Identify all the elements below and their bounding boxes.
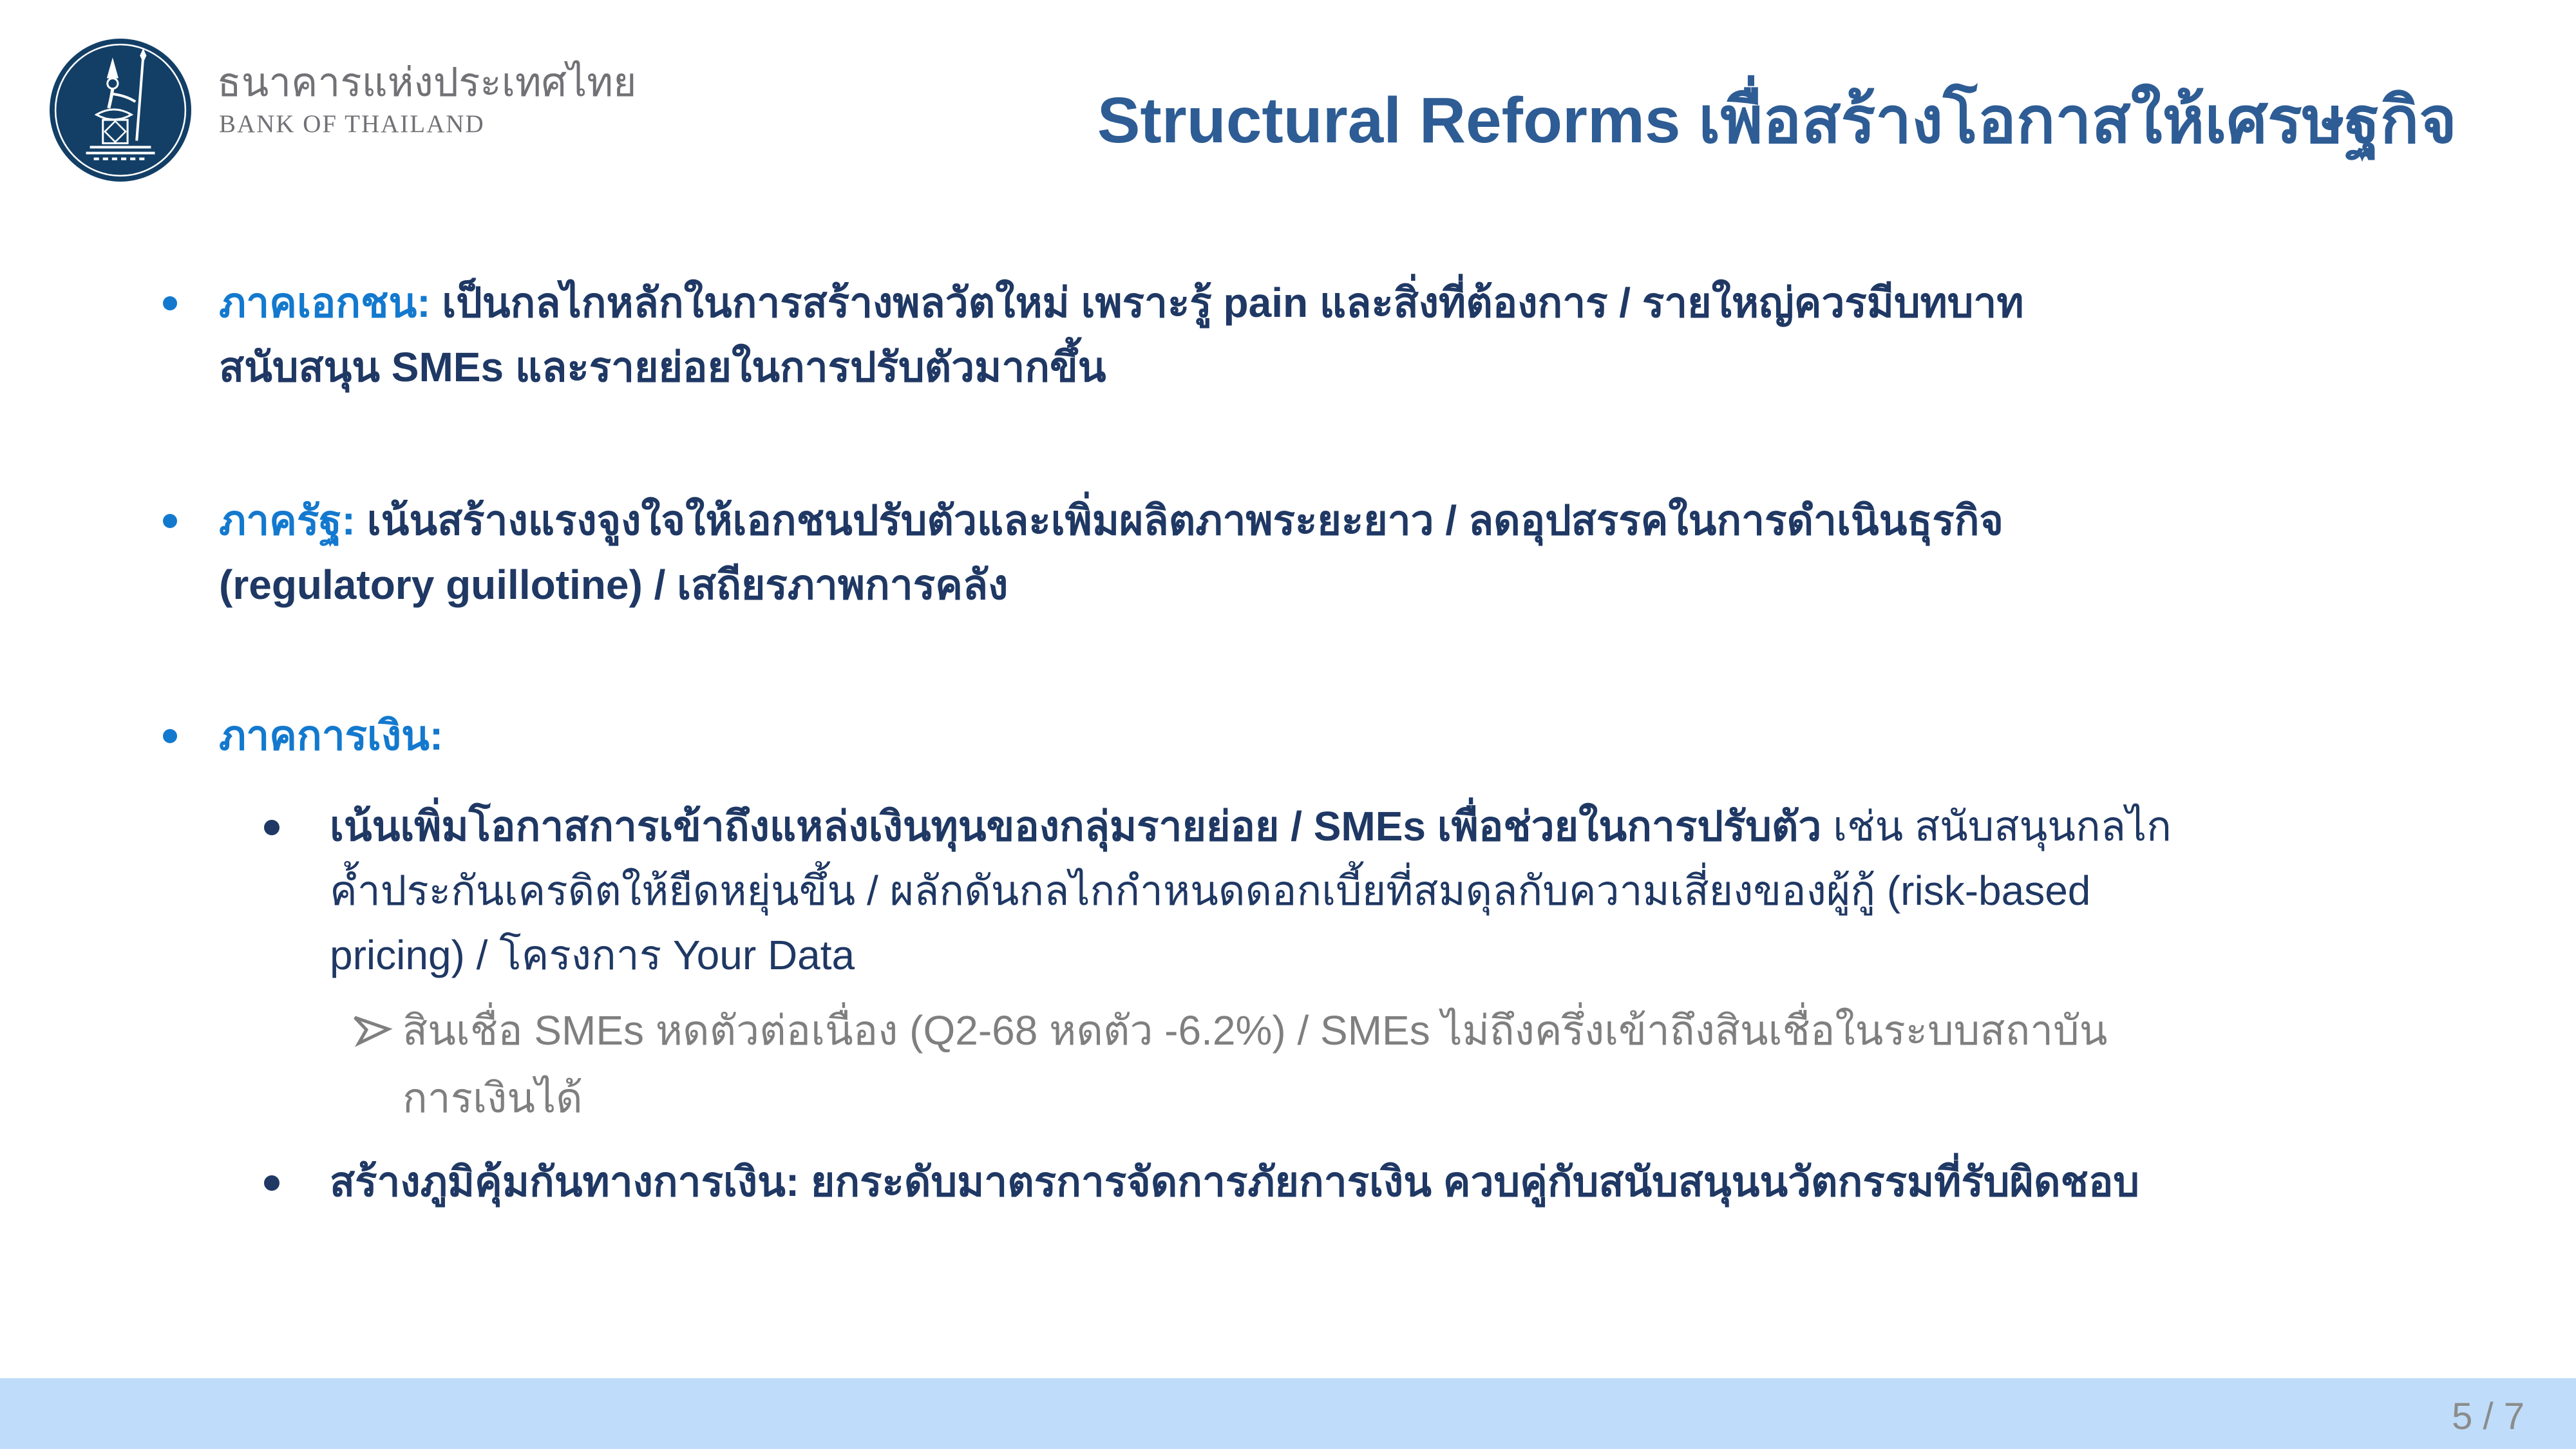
private-sector-text-2: สนับสนุน SMEs และรายย่อยในการปรับตัวมากขึ้น [219,344,1106,390]
financial-immunity-line [330,1150,2576,1214]
bullet-government-sector [0,488,2576,617]
financial-heading-line [219,703,2576,768]
bank-of-thailand-emblem-icon [48,37,193,183]
government-line-1 [219,488,2576,553]
slide-title: Structural Reforms เพื่อสร้างโอกาสให้เศรษฐกิจ [1097,84,2457,156]
sme-note-line-1: สินเชื่อ SMEs หดตัวต่อเนื่อง (Q2-68 หดตัว -6.2%) / SMEs ไม่ถึงครึ่งเข้าถึงสินเชื่อในระบบสถาบัน [402,1007,2108,1054]
sub-bullet-dot-icon [264,820,279,835]
private-sector-line-2 [219,335,2576,399]
government-heading: ภาครัฐ: [219,497,355,544]
private-sector-heading: ภาคเอกชน: [219,279,431,326]
logo-thai-name: ธนาคารแห่งประเทศไทย [217,61,637,105]
funding-access-line-1 [330,794,2576,858]
sub-bullet-funding-access [0,794,2576,987]
government-line-2 [219,553,2576,617]
funding-access-bold: เน้นเพิ่มโอกาสการเข้าถึงแหล่งเงินทุนของกลุ่มรายย่อย / SMEs เพื่อช่วยในการปรับตัว [330,803,1822,849]
funding-access-text-2: ค้ำประกันเครดิตให้ยืดหยุ่นขึ้น / ผลักดันกลไกกำหนดดอกเบี้ยที่สมดุลกับความเสี่ยงของผู้กู้ (risk-based [330,867,2091,914]
financial-heading: ภาคการเงิน: [219,712,444,759]
private-sector-text-1: เป็นกลไกหลักในการสร้างพลวัตใหม่ เพราะรู้ pain และสิ่งที่ต้องการ / รายใหญ่ควรมีบทบาท [430,279,2024,326]
sub-bullet-dot-icon [264,1175,279,1191]
government-text-2: (regulatory guillotine) / เสถียรภาพการคลัง [219,562,1009,608]
private-sector-line-1 [219,270,2576,335]
funding-access-line-3 [330,923,2576,987]
financial-immunity-text: สร้างภูมิคุ้มกันทางการเงิน: ยกระดับมาตรการจัดการภัยการเงิน ควบคู่กับสนับสนุนนวัตกรรมที่รับผิดชอบ [330,1159,2139,1205]
sub-bullet-financial-immunity [0,1150,2576,1214]
bullet-private-sector [0,270,2576,399]
bullet-dot-icon [163,729,177,743]
government-text-1: เน้นสร้างแรงจูงใจให้เอกชนปรับตัวและเพิ่มผลิตภาพระยะยาว / ลดอุปสรรคในการดำเนินธุรกิจ [355,497,2004,544]
bullet-dot-icon [163,514,177,528]
footer-bar [0,1378,2576,1449]
funding-access-text-3: pricing) / โครงการ Your Data [330,932,855,978]
bullet-dot-icon [163,296,177,310]
arrowhead-bullet-icon [351,1010,393,1047]
funding-access-line-2 [330,858,2576,923]
bullet-financial-sector [0,703,2576,768]
page-number: 5 / 7 [2452,1396,2524,1437]
note-sme-credit [0,997,2576,1132]
logo-english-name: BANK OF THAILAND [219,110,485,138]
funding-access-rest: เช่น สนับสนุนกลไก [1821,803,2172,849]
sme-note-line-2: การเงินได้ [402,1075,583,1121]
